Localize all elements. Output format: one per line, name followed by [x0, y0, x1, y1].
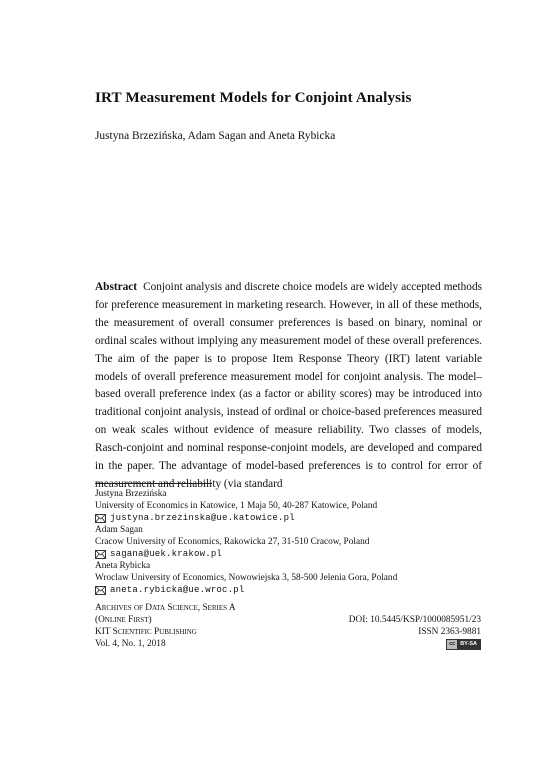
affiliation-name: Aneta Rybicka	[95, 561, 151, 571]
journal-doi[interactable]: DOI: 10.5445/KSP/1000085951/23	[348, 614, 481, 625]
paper-title: IRT Measurement Models for Conjoint Analysis	[95, 89, 412, 106]
footnote-rule	[95, 483, 212, 484]
journal-name: Archives of Data Science, Series A	[95, 603, 236, 613]
journal-volume: Vol. 4, No. 1, 2018	[95, 638, 166, 649]
affiliation-institution: University of Economics in Katowice, 1 Maja 50, 40-287 Katowice, Poland	[95, 500, 378, 511]
footer-row	[95, 603, 481, 615]
journal-edition: (Online First)	[95, 614, 152, 625]
envelope-icon	[95, 514, 106, 524]
affiliation-block	[95, 525, 495, 561]
abstract-paragraph	[95, 279, 482, 494]
journal-publisher: KIT Scientific Publishing	[95, 626, 197, 637]
email-link[interactable]: aneta.rybicka@ue.wroc.pl	[110, 584, 245, 595]
footer-row	[95, 639, 481, 651]
affiliation-block	[95, 489, 495, 525]
affiliation-email-row	[95, 585, 495, 597]
license-label: BY-SA	[457, 640, 480, 649]
affiliation-email-row	[95, 513, 495, 525]
envelope-icon	[95, 586, 106, 596]
envelope-icon	[95, 550, 106, 560]
footer-row	[95, 615, 481, 627]
email-link[interactable]: justyna.brzezinska@ue.katowice.pl	[110, 512, 295, 523]
abstract-label: Abstract	[95, 281, 138, 293]
affiliation-name: Justyna Brzezińska	[95, 489, 167, 499]
affiliation-institution: Cracow University of Economics, Rakowicka 27, 31-510 Cracow, Poland	[95, 536, 370, 547]
journal-footer	[95, 603, 481, 651]
paper-authors: Justyna Brzezińska, Adam Sagan and Aneta Rybicka	[95, 130, 336, 142]
affiliation-name: Adam Sagan	[95, 525, 143, 535]
affiliation-email-row	[95, 549, 495, 561]
creative-commons-badge-icon[interactable]	[446, 639, 481, 650]
journal-issn: ISSN 2363-9881	[418, 626, 481, 637]
email-link[interactable]: sagana@uek.krakow.pl	[110, 548, 223, 559]
affiliation-block	[95, 561, 495, 597]
abstract-text: Conjoint analysis and discrete choice models are widely accepted methods for preference measurement in marketing research. However, in all of these methods, the measurement of overall consumer preferences is based on binary, nominal or ordinal scales without implying any measurement model of these overall preferences. The aim of the paper is to propose Item Response Theory (IRT) latent variable models of overall preference measurement model for conjoint analysis. The model–based overall preference index (as a factor or ability scores) may be introduced into traditional conjoint analysis, instead of ordinal or choice-based preferences measured on weak scales without evidence of measure reliability. Two classes of models, Rasch-conjoint and nominal response-conjoint models, are developed and compared in the paper. The advantage of model-based preferences is to control for error of measurement and reliability (via standard	[95, 281, 482, 490]
footer-row	[95, 627, 481, 639]
cc-label: cc	[449, 640, 456, 647]
affiliation-institution: Wroclaw University of Economics, Nowowiejska 3, 58-500 Jelenia Gora, Poland	[95, 572, 398, 583]
